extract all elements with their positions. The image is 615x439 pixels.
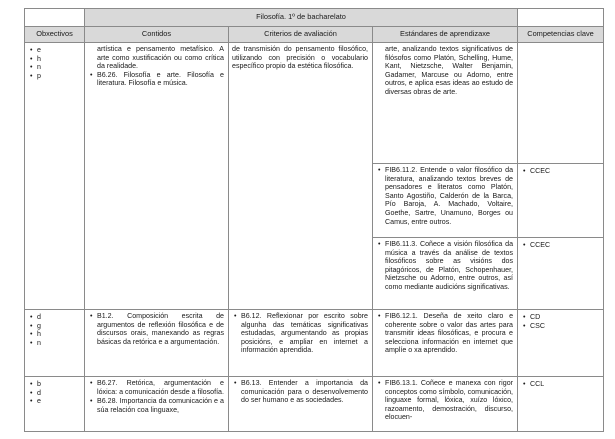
curriculum-table [24, 8, 604, 432]
objective-item: • p [28, 72, 82, 81]
header-objectives: Obxectivos [25, 27, 85, 43]
competence-cell [518, 238, 604, 310]
objective-item: • h [28, 55, 82, 64]
objectives-cell [25, 377, 85, 432]
standard-item: • FIB6.13.1. Coñece e manexa con rigor conceptos como símbolo, comunicación, linguaxe formal, lóxica, xuízo lóxico, razoamento, demostración, discurso, elocuen- [376, 379, 513, 422]
contents-cell [85, 310, 229, 377]
header-empty-cell [518, 9, 604, 27]
standard-cell [373, 238, 518, 310]
header-competences: Competencias clave [518, 27, 604, 43]
table-row [25, 310, 604, 377]
standard-cell [373, 43, 518, 164]
table-row [25, 43, 604, 164]
contents-item: • B6.28. Importancia da comunicación e a súa relación coa linguaxe, [88, 397, 224, 414]
objective-item: • b [28, 380, 82, 389]
competence-cell [518, 43, 604, 164]
column-header-row [25, 27, 604, 43]
header-standards: Estándares de aprendizaxe [373, 27, 518, 43]
objective-item: • d [28, 389, 82, 398]
standard-cell [373, 164, 518, 238]
standard-item: • FIB6.12.1. Deseña de xeito claro e coherente sobre o valor das artes para transmitir ideas filosóficas, e procura e selecciona información en internet que amplíe o xa aprendido. [376, 312, 513, 355]
objective-item: • n [28, 63, 82, 72]
objective-item: • h [28, 330, 82, 339]
competence-cell [518, 377, 604, 432]
objectives-cell [25, 310, 85, 377]
competence-item: • CD [521, 313, 601, 322]
objective-item: • n [28, 339, 82, 348]
header-contents: Contidos [85, 27, 229, 43]
contents-item: • B6.26. Filosofía e arte. Filosofía e literatura. Filosofía e música. [88, 71, 224, 88]
table-title-row [25, 9, 604, 27]
objectives-cell [25, 43, 85, 310]
competence-item: • CSC [521, 322, 601, 331]
table-title: Filosofía. 1º de bacharelato [85, 9, 518, 27]
header-criteria: Criterios de avaliación [229, 27, 373, 43]
standard-cell [373, 377, 518, 432]
contents-continued-text: artística e pensamento metafísico. A arte como xustificación ou como crítica da realidade. [97, 45, 224, 71]
competence-item: • CCEC [521, 167, 601, 176]
criteria-cell [229, 377, 373, 432]
competence-item: • CCEC [521, 241, 601, 250]
criteria-text: de transmisión do pensamento filosófico, utilizando con precisión o vocabulario específico propio da estética filosófica. [232, 45, 368, 71]
objective-item: • e [28, 397, 82, 406]
standard-item: • FIB6.11.3. Coñece a visión filosófica da música a través da análise de textos filosóficos sobre as visións dos pitagóricos, de Platón, Schopenhauer, Nietzsche ou Adorno, entre outros, así como mediante audicións significativas. [376, 240, 513, 292]
contents-item: • B1.2. Composición escrita de argumentos de reflexión filosófica e de discursos orais, manexando as regras básicas da retórica e a argumentación. [88, 312, 224, 346]
competence-item: • CCL [521, 380, 601, 389]
competence-cell [518, 310, 604, 377]
objective-item: • d [28, 313, 82, 322]
competence-cell [518, 164, 604, 238]
standard-continued-text: arte, analizando textos significativos de filósofos como Platón, Schelling, Hume, Kant, Nietzsche, Walter Benjamin, Gadamer, Marcuse ou Adorno, entre outros, e aplica esas ideas ao estudo de diversas obras de arte. [385, 45, 514, 96]
criteria-item: • B6.12. Reflexionar por escrito sobre algunha das temáticas significativas estudadas, argumentando as propias posicións, e ampliar en internet a información aprendida. [232, 312, 368, 355]
criteria-item: • B6.13. Entender a importancia da comunicación para o desenvolvemento do ser humano e as sociedades. [232, 379, 368, 405]
standard-item: • FIB6.11.2. Entende o valor filosófico da literatura, analizando textos breves de pensadores e literatos como Platón, Santo Agostiño, Calderón de la Barca, Pío Baroja, A. Machado, Voltaire, Goethe, Sartre, Unamuno, Borges ou Camus, entre outros. [376, 166, 513, 226]
contents-item: • B6.27. Retórica, argumentación e lóxica: a comunicación desde a filosofía. [88, 379, 224, 396]
criteria-cell [229, 43, 373, 310]
contents-cell [85, 43, 229, 310]
criteria-cell [229, 310, 373, 377]
header-empty-cell [25, 9, 85, 27]
objective-item: • g [28, 322, 82, 331]
objective-item: • e [28, 46, 82, 55]
standard-cell [373, 310, 518, 377]
table-row [25, 377, 604, 432]
contents-cell [85, 377, 229, 432]
